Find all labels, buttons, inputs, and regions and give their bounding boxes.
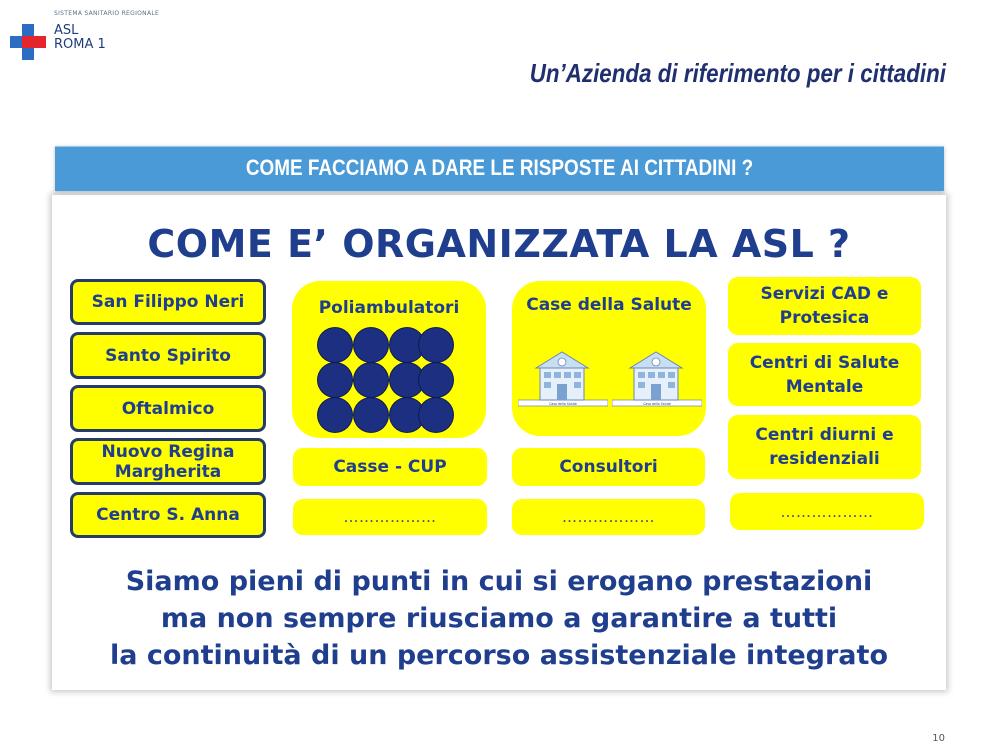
servizi-cad-protesica-box: Servizi CAD e Protesica	[728, 277, 921, 335]
case-salute-more-box: ………………	[512, 499, 705, 535]
question-banner-text: COME FACCIAMO A DARE LE RISPOSTE AI CITTADINI ?	[245, 155, 754, 180]
logo-name-line2: ROMA 1	[54, 37, 106, 52]
poliambulatorio-dot	[419, 398, 453, 432]
poliambulatorio-dot	[354, 363, 388, 397]
hospital-box-nuovo-regina-margherita: Nuovo Regina Margherita	[70, 438, 266, 485]
poliambulatorio-dot	[318, 328, 352, 362]
poliambulatorio-dot	[354, 328, 388, 362]
poliambulatorio-dot	[318, 398, 352, 432]
hospital-box-oftalmico: Oftalmico	[70, 385, 266, 432]
hospital-box-centro-s-anna: Centro S. Anna	[70, 492, 266, 538]
conclusion-line-2: ma non sempre riusciamo a garantire a tutti	[160, 603, 838, 634]
casse-cup-box: Casse - CUP	[293, 448, 487, 486]
page-number: 10	[932, 733, 945, 744]
case-della-salute-label: Case della Salute	[526, 295, 692, 315]
conclusion-line-1: Siamo pieni di punti in cui si erogano prestazioni	[125, 566, 873, 597]
consultori-box: Consultori	[512, 448, 705, 486]
poliambulatori-dot-grid	[318, 328, 458, 428]
centri-diurni-residenziali-box: Centri diurni e residenziali	[728, 415, 921, 479]
poliambulatorio-dot	[318, 363, 352, 397]
logo-name-line1: ASL	[54, 23, 79, 38]
poliambulatorio-dot	[354, 398, 388, 432]
poliambulatori-label: Poliambulatori	[318, 298, 460, 318]
hospital-box-san-filippo-neri: San Filippo Neri	[70, 279, 266, 325]
house-icon	[518, 348, 608, 410]
poliambulatori-more-box: ………………	[293, 499, 487, 535]
organization-heading: COME E’ ORGANIZZATA LA ASL ?	[147, 222, 851, 266]
poliambulatorio-dot	[419, 363, 453, 397]
conclusion-line-3: la continuità di un percorso assistenziale integrato	[109, 640, 888, 671]
centri-salute-mentale-box: Centri di Salute Mentale	[728, 343, 921, 406]
slide-title: Un’Azienda di riferimento per i cittadini	[529, 58, 946, 88]
logo-system-text: SISTEMA SANITARIO REGIONALE	[54, 10, 160, 17]
column4-more-box: ………………	[730, 493, 924, 530]
house-sign-text: Casa della Salute	[643, 402, 671, 406]
house-icon	[612, 348, 702, 410]
conclusion-text	[52, 563, 946, 674]
hospital-box-santo-spirito: Santo Spirito	[70, 332, 266, 379]
house-sign-text: Casa della Salute	[549, 402, 577, 406]
poliambulatorio-dot	[419, 328, 453, 362]
asl-logo-cross-icon	[10, 24, 46, 60]
